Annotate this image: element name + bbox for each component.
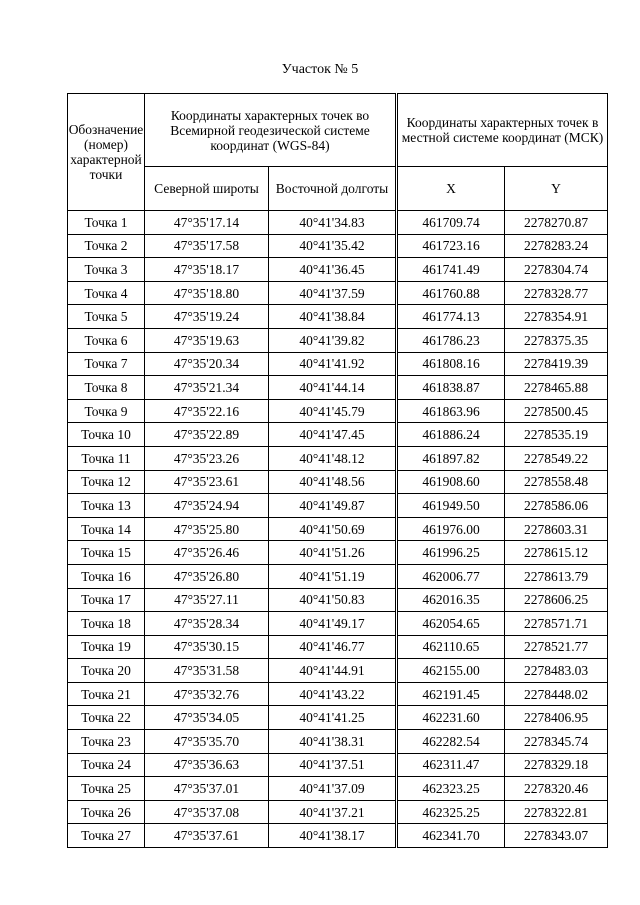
- cell-point-name: Точка 4: [68, 281, 145, 305]
- cell-y: 2278375.35: [505, 328, 608, 352]
- cell-longitude: 40°41'51.26: [269, 541, 396, 565]
- cell-point-name: Точка 10: [68, 423, 145, 447]
- cell-latitude: 47°35'30.15: [145, 635, 269, 659]
- table-row: [68, 706, 608, 730]
- cell-point-name: Точка 18: [68, 612, 145, 636]
- cell-y: 2278549.22: [505, 446, 608, 470]
- cell-latitude: 47°35'18.17: [145, 258, 269, 282]
- header-row-top: [68, 94, 608, 167]
- table-row: [68, 234, 608, 258]
- cell-x: 462155.00: [398, 659, 505, 683]
- cell-y: 2278343.07: [505, 824, 608, 848]
- table-row: [68, 635, 608, 659]
- cell-point-name: Точка 9: [68, 399, 145, 423]
- cell-longitude: 40°41'38.17: [269, 824, 396, 848]
- cell-y: 2278571.71: [505, 612, 608, 636]
- cell-point-name: Точка 15: [68, 541, 145, 565]
- cell-y: 2278613.79: [505, 564, 608, 588]
- table-row: [68, 824, 608, 848]
- cell-longitude: 40°41'45.79: [269, 399, 396, 423]
- cell-x: 462054.65: [398, 612, 505, 636]
- cell-x: 461897.82: [398, 446, 505, 470]
- table-row: [68, 659, 608, 683]
- cell-x: 462325.25: [398, 800, 505, 824]
- table-row: [68, 211, 608, 235]
- table-row: [68, 423, 608, 447]
- cell-latitude: 47°35'19.24: [145, 305, 269, 329]
- table-row: [68, 305, 608, 329]
- cell-point-name: Точка 14: [68, 517, 145, 541]
- cell-y: 2278406.95: [505, 706, 608, 730]
- cell-latitude: 47°35'20.34: [145, 352, 269, 376]
- cell-longitude: 40°41'44.91: [269, 659, 396, 683]
- cell-latitude: 47°35'22.89: [145, 423, 269, 447]
- cell-latitude: 47°35'23.61: [145, 470, 269, 494]
- cell-longitude: 40°41'50.69: [269, 517, 396, 541]
- cell-longitude: 40°41'37.09: [269, 777, 396, 801]
- cell-point-name: Точка 5: [68, 305, 145, 329]
- table-row: [68, 517, 608, 541]
- table-row: [68, 564, 608, 588]
- table-row: [68, 258, 608, 282]
- cell-y: 2278322.81: [505, 800, 608, 824]
- cell-latitude: 47°35'22.16: [145, 399, 269, 423]
- cell-x: 462311.47: [398, 753, 505, 777]
- cell-longitude: 40°41'37.51: [269, 753, 396, 777]
- table-row: [68, 470, 608, 494]
- cell-longitude: 40°41'37.21: [269, 800, 396, 824]
- cell-latitude: 47°35'37.61: [145, 824, 269, 848]
- cell-longitude: 40°41'37.59: [269, 281, 396, 305]
- cell-point-name: Точка 13: [68, 494, 145, 518]
- table-row: [68, 682, 608, 706]
- table-row: [68, 281, 608, 305]
- cell-longitude: 40°41'44.14: [269, 376, 396, 400]
- cell-latitude: 47°35'26.46: [145, 541, 269, 565]
- table-row: [68, 328, 608, 352]
- cell-longitude: 40°41'50.83: [269, 588, 396, 612]
- cell-latitude: 47°35'28.34: [145, 612, 269, 636]
- cell-x: 462231.60: [398, 706, 505, 730]
- cell-longitude: 40°41'41.25: [269, 706, 396, 730]
- cell-point-name: Точка 1: [68, 211, 145, 235]
- cell-longitude: 40°41'41.92: [269, 352, 396, 376]
- cell-longitude: 40°41'48.12: [269, 446, 396, 470]
- cell-point-name: Точка 19: [68, 635, 145, 659]
- cell-x: 461741.49: [398, 258, 505, 282]
- cell-longitude: 40°41'47.45: [269, 423, 396, 447]
- cell-latitude: 47°35'19.63: [145, 328, 269, 352]
- cell-latitude: 47°35'27.11: [145, 588, 269, 612]
- cell-x: 461723.16: [398, 234, 505, 258]
- cell-point-name: Точка 27: [68, 824, 145, 848]
- header-y: Y: [505, 167, 608, 211]
- cell-latitude: 47°35'35.70: [145, 730, 269, 754]
- header-x: X: [398, 167, 505, 211]
- cell-latitude: 47°35'21.34: [145, 376, 269, 400]
- cell-x: 462110.65: [398, 635, 505, 659]
- cell-x: 461886.24: [398, 423, 505, 447]
- cell-y: 2278329.18: [505, 753, 608, 777]
- header-point: Обозначение (номер) характерной точки: [68, 94, 145, 211]
- cell-point-name: Точка 23: [68, 730, 145, 754]
- cell-point-name: Точка 26: [68, 800, 145, 824]
- header-wgs: Координаты характерных точек во Всемирной геодезической системе координат (WGS-84): [145, 94, 396, 167]
- table-row: [68, 399, 608, 423]
- table-body: [68, 211, 608, 848]
- cell-point-name: Точка 12: [68, 470, 145, 494]
- cell-latitude: 47°35'17.14: [145, 211, 269, 235]
- table-row: [68, 800, 608, 824]
- cell-latitude: 47°35'23.26: [145, 446, 269, 470]
- table-row: [68, 588, 608, 612]
- cell-point-name: Точка 22: [68, 706, 145, 730]
- cell-point-name: Точка 2: [68, 234, 145, 258]
- cell-latitude: 47°35'24.94: [145, 494, 269, 518]
- cell-longitude: 40°41'34.83: [269, 211, 396, 235]
- cell-latitude: 47°35'26.80: [145, 564, 269, 588]
- cell-point-name: Точка 11: [68, 446, 145, 470]
- cell-x: 461760.88: [398, 281, 505, 305]
- cell-y: 2278558.48: [505, 470, 608, 494]
- cell-x: 462341.70: [398, 824, 505, 848]
- table-row: [68, 730, 608, 754]
- header-lon: Восточной долготы: [269, 167, 396, 211]
- cell-longitude: 40°41'38.31: [269, 730, 396, 754]
- header-msk: Координаты характерных точек в местной системе координат (МСК): [398, 94, 608, 167]
- cell-latitude: 47°35'34.05: [145, 706, 269, 730]
- cell-point-name: Точка 21: [68, 682, 145, 706]
- cell-x: 461863.96: [398, 399, 505, 423]
- cell-y: 2278419.39: [505, 352, 608, 376]
- cell-x: 462282.54: [398, 730, 505, 754]
- table-row: [68, 446, 608, 470]
- cell-y: 2278465.88: [505, 376, 608, 400]
- cell-longitude: 40°41'38.84: [269, 305, 396, 329]
- cell-latitude: 47°35'37.01: [145, 777, 269, 801]
- cell-point-name: Точка 3: [68, 258, 145, 282]
- cell-x: 461976.00: [398, 517, 505, 541]
- cell-point-name: Точка 25: [68, 777, 145, 801]
- cell-longitude: 40°41'48.56: [269, 470, 396, 494]
- cell-longitude: 40°41'36.45: [269, 258, 396, 282]
- table-row: [68, 376, 608, 400]
- cell-latitude: 47°35'25.80: [145, 517, 269, 541]
- cell-longitude: 40°41'49.87: [269, 494, 396, 518]
- cell-x: 462006.77: [398, 564, 505, 588]
- cell-y: 2278586.06: [505, 494, 608, 518]
- page-title: Участок № 5: [281, 62, 359, 77]
- table-row: [68, 352, 608, 376]
- cell-longitude: 40°41'39.82: [269, 328, 396, 352]
- header-lat: Северной широты: [145, 167, 269, 211]
- cell-latitude: 47°35'17.58: [145, 234, 269, 258]
- cell-longitude: 40°41'43.22: [269, 682, 396, 706]
- table-row: [68, 753, 608, 777]
- cell-longitude: 40°41'46.77: [269, 635, 396, 659]
- table-row: [68, 777, 608, 801]
- cell-point-name: Точка 17: [68, 588, 145, 612]
- cell-x: 461709.74: [398, 211, 505, 235]
- cell-y: 2278304.74: [505, 258, 608, 282]
- cell-x: 461838.87: [398, 376, 505, 400]
- cell-y: 2278500.45: [505, 399, 608, 423]
- cell-latitude: 47°35'18.80: [145, 281, 269, 305]
- cell-x: 462016.35: [398, 588, 505, 612]
- cell-y: 2278354.91: [505, 305, 608, 329]
- cell-longitude: 40°41'49.17: [269, 612, 396, 636]
- cell-x: 461996.25: [398, 541, 505, 565]
- table-row: [68, 541, 608, 565]
- table-row: [68, 494, 608, 518]
- cell-x: 462323.25: [398, 777, 505, 801]
- cell-y: 2278535.19: [505, 423, 608, 447]
- cell-point-name: Точка 16: [68, 564, 145, 588]
- table-row: [68, 612, 608, 636]
- cell-latitude: 47°35'36.63: [145, 753, 269, 777]
- cell-point-name: Точка 8: [68, 376, 145, 400]
- cell-point-name: Точка 24: [68, 753, 145, 777]
- cell-x: 461808.16: [398, 352, 505, 376]
- cell-y: 2278283.24: [505, 234, 608, 258]
- cell-x: 461774.13: [398, 305, 505, 329]
- cell-x: 461908.60: [398, 470, 505, 494]
- cell-latitude: 47°35'31.58: [145, 659, 269, 683]
- cell-y: 2278270.87: [505, 211, 608, 235]
- cell-y: 2278345.74: [505, 730, 608, 754]
- cell-x: 461949.50: [398, 494, 505, 518]
- cell-latitude: 47°35'32.76: [145, 682, 269, 706]
- coordinates-table: [67, 93, 608, 848]
- cell-point-name: Точка 7: [68, 352, 145, 376]
- cell-y: 2278328.77: [505, 281, 608, 305]
- cell-y: 2278603.31: [505, 517, 608, 541]
- header-row-sub: [68, 167, 608, 211]
- cell-x: 462191.45: [398, 682, 505, 706]
- cell-y: 2278483.03: [505, 659, 608, 683]
- cell-y: 2278521.77: [505, 635, 608, 659]
- cell-point-name: Точка 20: [68, 659, 145, 683]
- cell-point-name: Точка 6: [68, 328, 145, 352]
- cell-longitude: 40°41'35.42: [269, 234, 396, 258]
- cell-y: 2278615.12: [505, 541, 608, 565]
- cell-x: 461786.23: [398, 328, 505, 352]
- cell-latitude: 47°35'37.08: [145, 800, 269, 824]
- cell-y: 2278606.25: [505, 588, 608, 612]
- cell-longitude: 40°41'51.19: [269, 564, 396, 588]
- cell-y: 2278448.02: [505, 682, 608, 706]
- cell-y: 2278320.46: [505, 777, 608, 801]
